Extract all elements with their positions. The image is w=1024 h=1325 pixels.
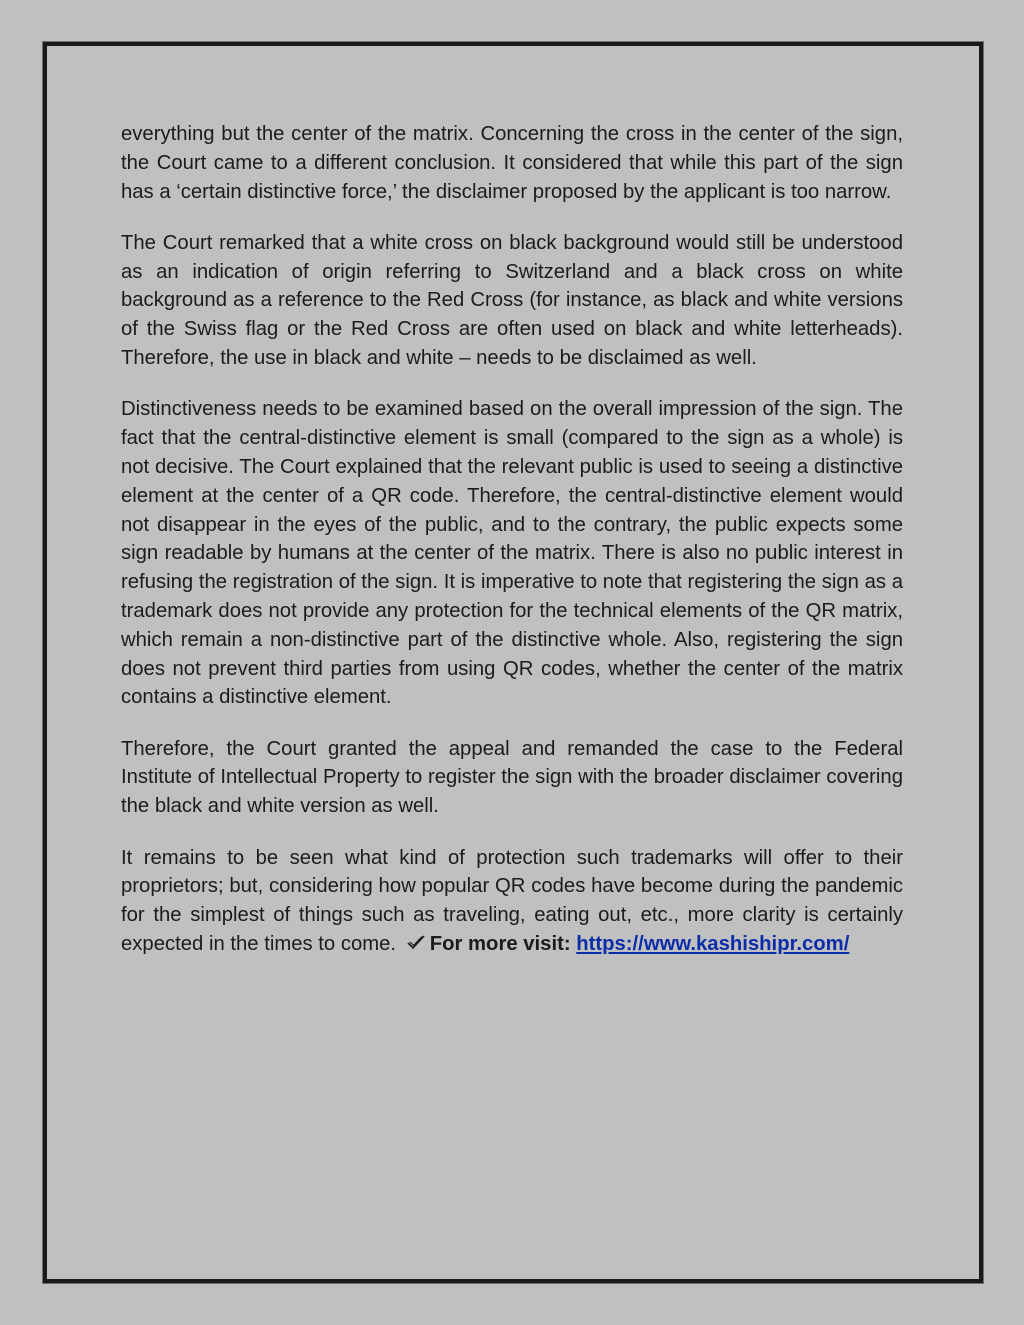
cta-label: For more visit: <box>429 932 571 955</box>
check-icon <box>406 932 426 961</box>
document-body <box>121 120 903 983</box>
paragraph-5 <box>121 844 903 961</box>
paragraph-4: Therefore, the Court granted the appeal and remanded the case to the Federal Institute of Intellectual Property to register the sign with the broader disclaimer covering the black and white version as well. <box>121 737 903 818</box>
paragraph-2: The Court remarked that a white cross on black background would still be understood as an indication of origin referring to Switzerland and a black cross on white background as a reference to the Red Cross (for instance, as black and white versions of the Swiss flag or the Red Cross are often used on black and white letterheads). Therefore, the use in black and white – needs to be disclaimed as well. <box>121 231 903 370</box>
paragraph-1: everything but the center of the matrix. Concerning the cross in the center of the sign, the Court came to a different conclusion. It considered that while this part of the sign has a ‘certain distinctive force,’ the disclaimer proposed by the applicant is too narrow. <box>121 123 903 203</box>
paragraph-3: Distinctiveness needs to be examined based on the overall impression of the sign. The fact that the central-distinctive element is small (compared to the sign as a whole) is not decisive. The Court explained that the relevant public is used to seeing a distinctive element at the center of a QR code. Therefore, the central-distinctive element would not disappear in the eyes of the public, and to the contrary, the public expects some sign readable by humans at the center of the matrix. There is also no public interest in refusing the registration of the sign. It is imperative to note that registering the sign as a trademark does not provide any protection for the technical elements of the QR matrix, which remain a non-distinctive part of the distinctive whole. Also, registering the sign does not prevent third parties from using QR codes, whether the center of the matrix contains a distinctive element. <box>121 398 903 709</box>
website-link[interactable]: https://www.kashishipr.com/ <box>576 932 850 955</box>
paragraph-5-text: It remains to be seen what kind of protection such trademarks will offer to their proprietors; but, considering how popular QR codes have become during the pandemic for the simplest of things such as traveling, eating out, etc., more clarity is certainly expected in the times to come. <box>121 846 903 955</box>
